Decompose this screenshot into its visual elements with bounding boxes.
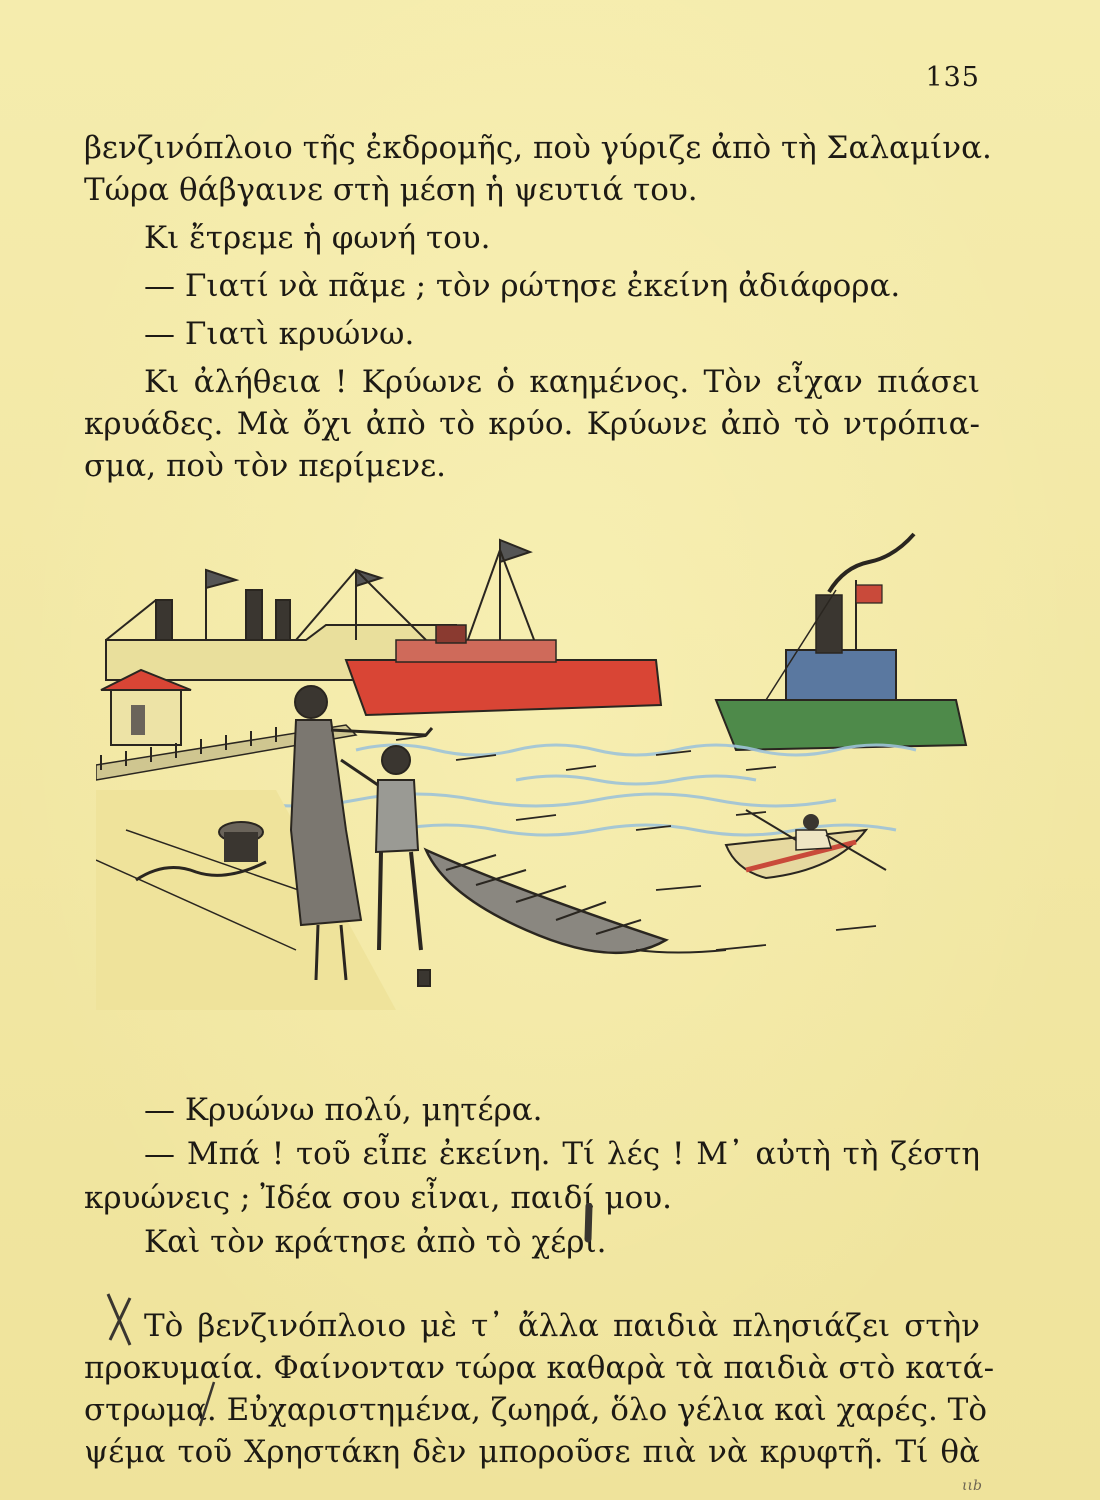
harbor-illustration: [96, 530, 986, 1010]
text-line: προκυμαία. Φαίνονταν τώρα καθαρὰ τὰ παιδιὰ στὸ κατά-: [84, 1350, 995, 1386]
text-line: Τώρα θάβγαινε στὴ μέση ἡ ψευτιά του.: [84, 172, 698, 208]
text-line: Κι ἀλήθεια ! Κρύωνε ὁ καημένος. Τὸν εἶχαν πιάσει: [144, 364, 980, 400]
text-line: βενζινόπλοιο τῆς ἐκδρομῆς, ποὺ γύριζε ἀπὸ τὴ Σαλαμίνα.: [84, 130, 992, 166]
text-line: — Γιατὶ κρυώνω.: [144, 316, 415, 352]
text-line: — Μπά ! τοῦ εἶπε ἐκείνη. Τί λές ! Μ᾿ αὐτὴ τὴ ζέστη: [144, 1136, 980, 1172]
text-line: στρωμα. Εὐχαριστημένα, ζωηρά, ὅλο γέλια καὶ χαρές. Τὸ: [84, 1392, 988, 1428]
pencil-smudge-mark: [580, 1203, 598, 1243]
text-line: Καὶ τὸν κράτησε ἀπὸ τὸ χέρι.: [144, 1224, 607, 1260]
pencil-x-mark: [100, 1290, 140, 1350]
page-number: 135: [925, 62, 980, 93]
pencil-slash-mark: [196, 1378, 220, 1428]
text-line: κρυάδες. Μὰ ὄχι ἀπὸ τὸ κρύο. Κρύωνε ἀπὸ τὸ ντρόπια-: [84, 406, 980, 442]
green-tugboat: [716, 534, 966, 750]
text-line: Κι ἔτρεμε ἡ φωνή του.: [144, 220, 491, 256]
rowboat-foreground: [426, 850, 726, 953]
text-line: — Κρυώνω πολύ, μητέρα.: [144, 1092, 543, 1128]
corner-pencil-note: ιιb: [962, 1478, 982, 1494]
text-line: κρυώνεις ; Ἰδέα σου εἶναι, παιδί μου.: [84, 1180, 672, 1216]
text-line: ψέμα τοῦ Χρηστάκη δὲν μποροῦσε πιὰ νὰ κρυφτῆ. Τί θὰ: [84, 1434, 980, 1470]
text-line: Τὸ βενζινόπλοιο μὲ τ᾿ ἄλλα παιδιὰ πλησιάζει στὴν: [144, 1308, 980, 1344]
text-line: σμα, ποὺ τὸν περίμενε.: [84, 448, 446, 484]
rowboat-background: [726, 810, 886, 878]
text-line: — Γιατί νὰ πᾶμε ; τὸν ρώτησε ἐκείνη ἀδιάφορα.: [144, 268, 901, 304]
